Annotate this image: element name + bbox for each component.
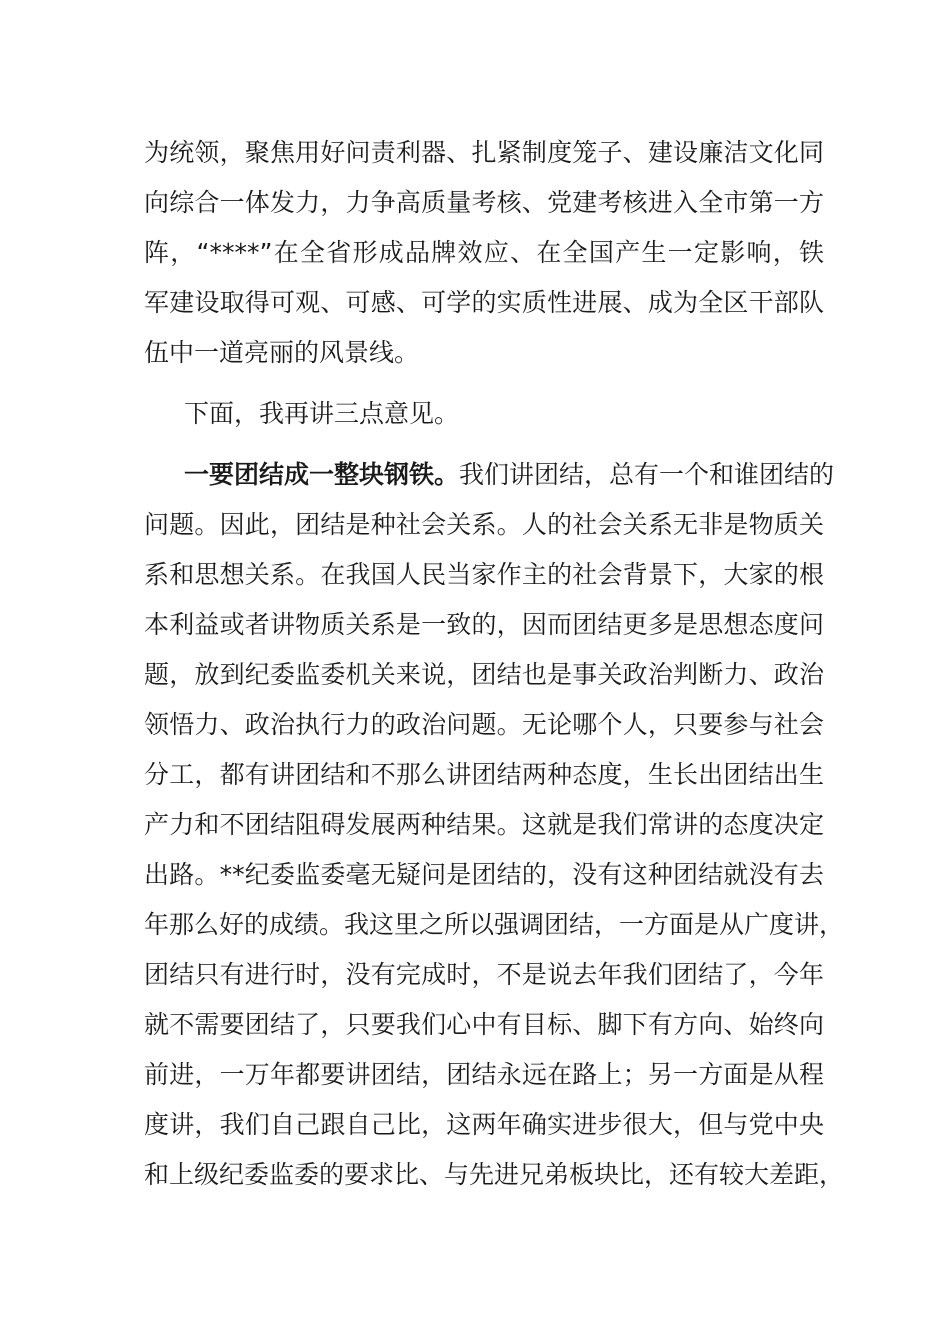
text-line: 出路。**纪委监委毫无疑问是团结的，没有这种团结就没有去 <box>144 860 824 889</box>
body-text <box>144 128 845 1200</box>
text-line: 问题。因此，团结是种社会关系。人的社会关系无非是物质关 <box>144 510 824 539</box>
paragraph-1 <box>144 128 824 378</box>
text-line: 年那么好的成绩。我这里之所以强调团结，一方面是从广度讲， <box>144 910 845 939</box>
text-line: 分工，都有讲团结和不那么讲团结两种态度，生长出团结出生 <box>144 760 824 789</box>
line-rest: 我们讲团结，总有一个和谁团结的 <box>459 460 835 489</box>
text-line: 阵，“****”在全省形成品牌效应、在全国产生一定影响，铁 <box>144 238 824 267</box>
text-line <box>144 450 835 500</box>
text-line: 就不需要团结了，只要我们心中有目标、脚下有方向、始终向 <box>144 1010 824 1039</box>
text-line: 本利益或者讲物质关系是一致的，因而团结更多是思想态度问 <box>144 610 824 639</box>
text-line: 下面，我再讲三点意见。 <box>184 399 460 428</box>
text-line: 度讲，我们自己跟自己比，这两年确实进步很大，但与党中央 <box>144 1110 824 1139</box>
text-line: 领悟力、政治执行力的政治问题。无论哪个人，只要参与社会 <box>144 710 824 739</box>
text-line: 题，放到纪委监委机关来说，团结也是事关政治判断力、政治 <box>144 660 824 689</box>
bold-heading: 一要团结成一整块钢铁。 <box>184 460 460 489</box>
text-line: 和上级纪委监委的要求比、与先进兄弟板块比，还有较大差距， <box>144 1160 845 1189</box>
text-line: 军建设取得可观、可感、可学的实质性进展、成为全区干部队 <box>144 288 824 317</box>
text-line: 前进，一万年都要讲团结，团结永远在路上；另一方面是从程 <box>144 1060 824 1089</box>
text-line: 团结只有进行时，没有完成时，不是说去年我们团结了，今年 <box>144 960 824 989</box>
text-line: 为统领，聚焦用好问责利器、扎紧制度笼子、建设廉洁文化同 <box>144 138 824 167</box>
text-line: 系和思想关系。在我国人民当家作主的社会背景下，大家的根 <box>144 560 824 589</box>
paragraph-2 <box>144 389 824 439</box>
text-line: 产力和不团结阻碍发展两种结果。这就是我们常讲的态度决定 <box>144 810 824 839</box>
text-line: 向综合一体发力，力争高质量考核、党建考核进入全市第一方 <box>144 188 824 217</box>
paragraph-3 <box>144 450 845 1200</box>
text-line: 伍中一道亮丽的风景线。 <box>144 338 420 367</box>
